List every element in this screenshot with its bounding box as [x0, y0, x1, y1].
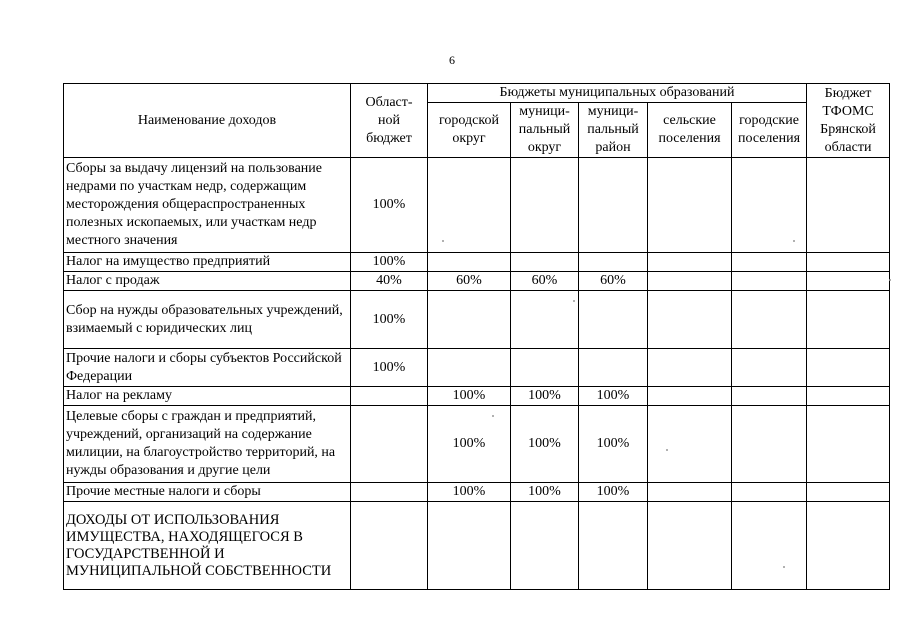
value-regional: 100%	[351, 253, 428, 272]
value-municipal-rayon: 60%	[579, 272, 648, 291]
revenue-name: Сборы за выдачу лицензий на пользование недрами по участкам недр, содержащим месторождения общераспространенных полезных ископаемых, или участкам недр местного значения	[64, 158, 351, 253]
value-city-district	[428, 253, 511, 272]
value-regional: 100%	[351, 158, 428, 253]
value-regional: 40%	[351, 272, 428, 291]
table-row	[64, 158, 890, 253]
header-revenue-name: Наименование доходов	[64, 84, 351, 158]
value-urban	[732, 291, 807, 349]
value-tfoms	[807, 158, 890, 253]
value-regional	[351, 483, 428, 502]
header-regional-budget: Област- ной бюджет	[351, 84, 428, 158]
value-tfoms	[807, 387, 890, 406]
scan-speck	[666, 449, 668, 451]
empty-cell	[511, 502, 579, 590]
value-regional: 100%	[351, 291, 428, 349]
value-municipal-rayon	[579, 158, 648, 253]
value-city-district	[428, 291, 511, 349]
value-urban	[732, 349, 807, 387]
value-tfoms	[807, 291, 890, 349]
value-municipal-okrug: 100%	[511, 483, 579, 502]
value-municipal-okrug: 100%	[511, 387, 579, 406]
value-city-district	[428, 349, 511, 387]
empty-cell	[579, 502, 648, 590]
value-urban	[732, 253, 807, 272]
value-municipal-okrug	[511, 253, 579, 272]
scan-speck	[492, 415, 494, 417]
revenue-name: Целевые сборы с граждан и предприятий, учреждений, организаций на содержание милиции, на благоустройство территорий, на нужды образования и другие цели	[64, 406, 351, 483]
header-rural-settlements: сельские поселения	[648, 103, 732, 158]
header-urban-settlements: городские поселения	[732, 103, 807, 158]
value-urban	[732, 406, 807, 483]
value-urban	[732, 158, 807, 253]
value-regional: 100%	[351, 349, 428, 387]
header-city-district: городской округ	[428, 103, 511, 158]
table-row	[64, 406, 890, 483]
value-regional	[351, 387, 428, 406]
scan-speck	[783, 566, 785, 568]
value-tfoms	[807, 406, 890, 483]
revenue-name: Налог с продаж	[64, 272, 351, 291]
table-row	[64, 291, 890, 349]
table-row	[64, 349, 890, 387]
value-rural	[648, 349, 732, 387]
value-regional	[351, 406, 428, 483]
table-row	[64, 483, 890, 502]
page-number: 6	[449, 53, 455, 67]
value-tfoms	[807, 483, 890, 502]
scan-speck	[573, 300, 575, 302]
value-urban	[732, 387, 807, 406]
value-city-district: 100%	[428, 406, 511, 483]
revenue-name: Прочие местные налоги и сборы	[64, 483, 351, 502]
value-urban	[732, 272, 807, 291]
revenue-name: Сбор на нужды образовательных учреждений, взимаемый с юридических лиц	[64, 291, 351, 349]
value-municipal-okrug: 100%	[511, 406, 579, 483]
value-city-district	[428, 158, 511, 253]
value-rural	[648, 483, 732, 502]
value-municipal-okrug: 60%	[511, 272, 579, 291]
scan-speck	[889, 279, 891, 281]
header-municipal-budgets: Бюджеты муниципальных образований	[428, 84, 807, 103]
empty-cell	[648, 502, 732, 590]
table-row	[64, 387, 890, 406]
value-rural	[648, 406, 732, 483]
value-rural	[648, 272, 732, 291]
empty-cell	[807, 502, 890, 590]
value-rural	[648, 253, 732, 272]
value-rural	[648, 158, 732, 253]
revenue-name: Прочие налоги и сборы субъектов Российской Федерации	[64, 349, 351, 387]
empty-cell	[428, 502, 511, 590]
revenue-distribution-table	[63, 83, 890, 590]
table-row	[64, 253, 890, 272]
empty-cell	[351, 502, 428, 590]
value-municipal-rayon: 100%	[579, 387, 648, 406]
value-municipal-okrug	[511, 158, 579, 253]
value-city-district: 100%	[428, 387, 511, 406]
revenue-name: Налог на имущество предприятий	[64, 253, 351, 272]
value-rural	[648, 387, 732, 406]
section-heading: ДОХОДЫ ОТ ИСПОЛЬЗОВАНИЯ ИМУЩЕСТВА, НАХОДЯЩЕГОСЯ В ГОСУДАРСТВЕННОЙ И МУНИЦИПАЛЬНОЙ СОБСТВЕННОСТИ	[64, 502, 351, 590]
value-municipal-rayon	[579, 349, 648, 387]
value-rural	[648, 291, 732, 349]
section-heading-row	[64, 502, 890, 590]
scan-speck	[793, 240, 795, 242]
value-tfoms	[807, 272, 890, 291]
value-municipal-rayon	[579, 253, 648, 272]
header-municipal-okrug: муници- пальный округ	[511, 103, 579, 158]
value-tfoms	[807, 253, 890, 272]
value-municipal-okrug	[511, 291, 579, 349]
value-city-district: 60%	[428, 272, 511, 291]
table-row	[64, 272, 890, 291]
revenue-name: Налог на рекламу	[64, 387, 351, 406]
value-tfoms	[807, 349, 890, 387]
scan-speck	[442, 240, 444, 242]
value-municipal-rayon: 100%	[579, 406, 648, 483]
value-municipal-okrug	[511, 349, 579, 387]
header-tfoms-budget: Бюджет ТФОМС Брянской области	[807, 84, 890, 158]
value-city-district: 100%	[428, 483, 511, 502]
header-municipal-rayon: муници- пальный район	[579, 103, 648, 158]
empty-cell	[732, 502, 807, 590]
value-urban	[732, 483, 807, 502]
value-municipal-rayon: 100%	[579, 483, 648, 502]
value-municipal-rayon	[579, 291, 648, 349]
